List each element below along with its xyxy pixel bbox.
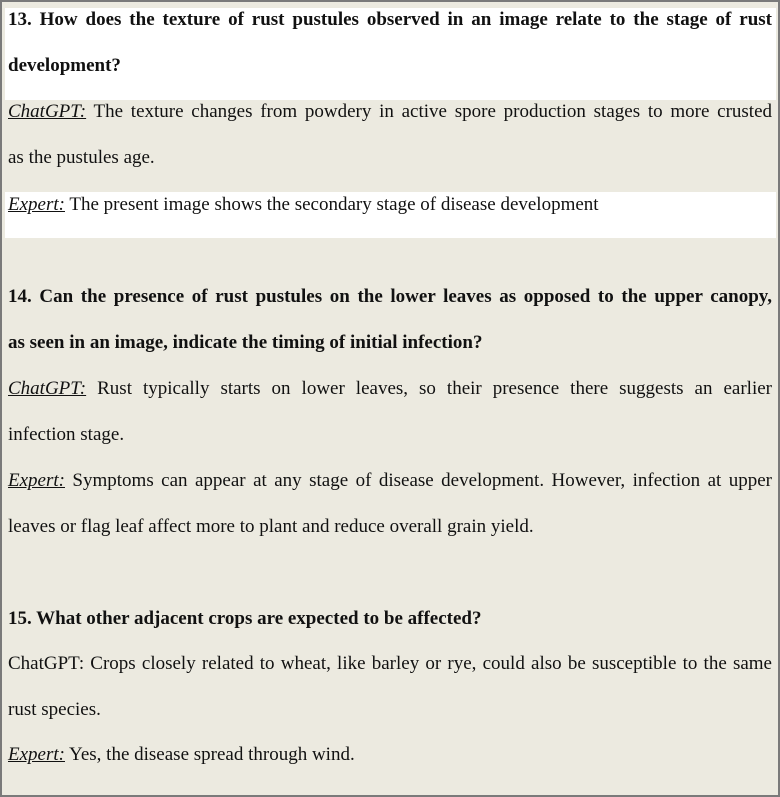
q13-expert-answer (8, 182, 772, 228)
question-13-line: 13. How does the texture of rust pustules observed in an image relate to the stage of rust (8, 9, 772, 30)
answer-text: The present image shows the secondary stage of disease development (64, 194, 599, 215)
question-14-line: as seen in an image, indicate the timing of initial infection? (8, 332, 483, 353)
chatgpt-label: ChatGPT: (8, 378, 87, 399)
q15-chatgpt-answer-cont: rust species. (8, 699, 101, 720)
answer-text: The texture changes from powdery in active spore production stages to more crusted (86, 101, 772, 122)
expert-label: Expert: (8, 744, 65, 765)
answer-text: Rust typically starts on lower leaves, so their presence there suggests an earlier (86, 378, 772, 399)
expert-label: Expert: (8, 194, 65, 215)
q13-chatgpt-answer (8, 89, 772, 135)
question-13-line: development? (8, 55, 121, 76)
answer-text: Symptoms can appear at any stage of disease development. However, infection at upper (64, 470, 772, 491)
expert-label: Expert: (8, 470, 65, 491)
q14-expert-answer (8, 458, 772, 504)
q14-expert-answer-cont: leaves or flag leaf affect more to plant and reduce overall grain yield. (8, 516, 534, 537)
q15-chatgpt-answer: ChatGPT: Crops closely related to wheat, like barley or rye, could also be susceptible to the same (8, 653, 772, 674)
chatgpt-label: ChatGPT: (8, 101, 87, 122)
question-14-line: 14. Can the presence of rust pustules on the lower leaves as opposed to the upper canopy, (8, 286, 772, 307)
answer-text: Yes, the disease spread through wind. (64, 744, 355, 765)
q14-chatgpt-answer (8, 366, 772, 412)
q13-chatgpt-answer-cont: as the pustules age. (8, 147, 155, 168)
q15-expert-answer (8, 732, 772, 778)
q14-chatgpt-answer-cont: infection stage. (8, 424, 125, 445)
question-15-line: 15. What other adjacent crops are expected to be affected? (8, 608, 482, 629)
